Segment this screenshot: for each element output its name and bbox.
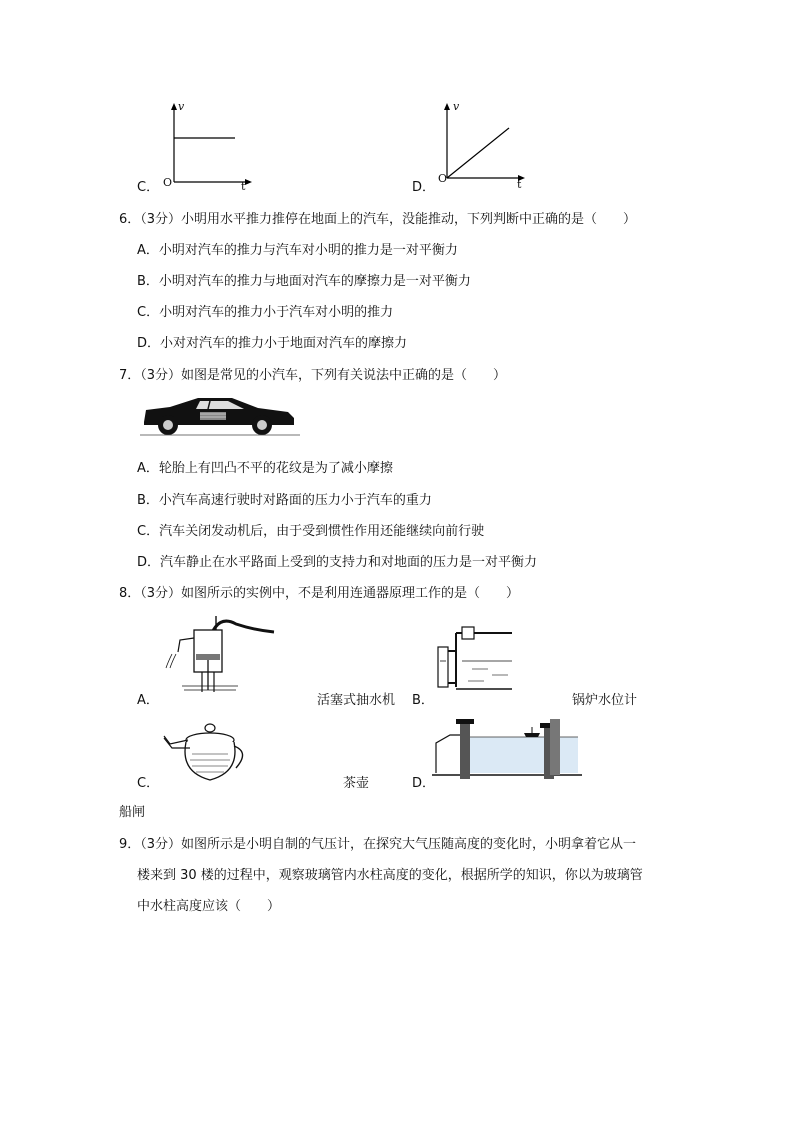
- question-6-option-c: C．小明对汽车的推力小于汽车对小明的推力: [137, 305, 394, 320]
- question-6-stem: 6．（3分）小明用水平推力推停在地面上的汽车，没能推动，下列判断中正确的是（ ）: [119, 212, 637, 227]
- sports-car-image: [140, 392, 300, 437]
- question-8-option-b-letter: B．: [412, 693, 434, 708]
- teapot-image: [160, 718, 250, 788]
- question-8-option-a-letter: A．: [137, 693, 159, 708]
- graph-c-t-label: t: [241, 180, 246, 193]
- question-7-option-c: C．汽车关闭发动机后，由于受到惯性作用还能继续向前行驶: [137, 524, 485, 539]
- option-c-label: C．: [137, 180, 160, 195]
- question-7-stem: 7．（3分）如图是常见的小汽车，下列有关说法中正确的是（ ）: [119, 368, 507, 383]
- question-8-option-c-letter: C．: [137, 776, 160, 791]
- ship-lock-image: [432, 713, 582, 783]
- question-8-option-a-caption: 活塞式抽水机: [317, 693, 396, 708]
- graph-c-origin: O: [163, 176, 173, 189]
- question-6-option-a: A．小明对汽车的推力与汽车对小明的推力是一对平衡力: [137, 243, 458, 258]
- graph-d-origin: O: [438, 172, 448, 185]
- question-6-option-d: D．小对对汽车的推力小于地面对汽车的摩擦力: [137, 336, 408, 351]
- question-8-stem: 8．（3分）如图所示的实例中，不是利用连通器原理工作的是（ ）: [119, 586, 520, 601]
- question-8-option-d-letter: D．: [412, 776, 436, 791]
- question-9-line-3: 中水柱高度应该（ ）: [137, 899, 281, 914]
- question-9-line-2: 楼来到 30 楼的过程中，观察玻璃管内水柱高度的变化，根据所学的知识，你以为玻璃管: [137, 868, 643, 883]
- question-8-option-c-caption: 茶壶: [343, 776, 370, 791]
- question-7-option-a: A．轮胎上有凹凸不平的花纹是为了减小摩擦: [137, 461, 393, 476]
- question-8-option-d-caption: 船闸: [119, 805, 146, 820]
- question-9-line-1: 9．（3分）如图所示是小明自制的气压计，在探究大气压随高度的变化时，小明拿着它从一: [119, 837, 637, 852]
- question-6-option-b: B．小明对汽车的推力与地面对汽车的摩擦力是一对平衡力: [137, 274, 471, 289]
- graph-c-v-label: v: [178, 100, 185, 113]
- question-7-option-d: D．汽车静止在水平路面上受到的支持力和对地面的压力是一对平衡力: [137, 555, 538, 570]
- boiler-water-gauge-image: [432, 627, 522, 702]
- graph-d-t-label: t: [517, 178, 522, 191]
- option-d-label: D．: [412, 180, 436, 195]
- graph-d-v-label: v: [453, 100, 460, 113]
- question-7-option-b: B．小汽车高速行驶时对路面的压力小于汽车的重力: [137, 493, 432, 508]
- question-8-option-b-caption: 锅炉水位计: [572, 693, 638, 708]
- piston-pump-image: [158, 610, 278, 700]
